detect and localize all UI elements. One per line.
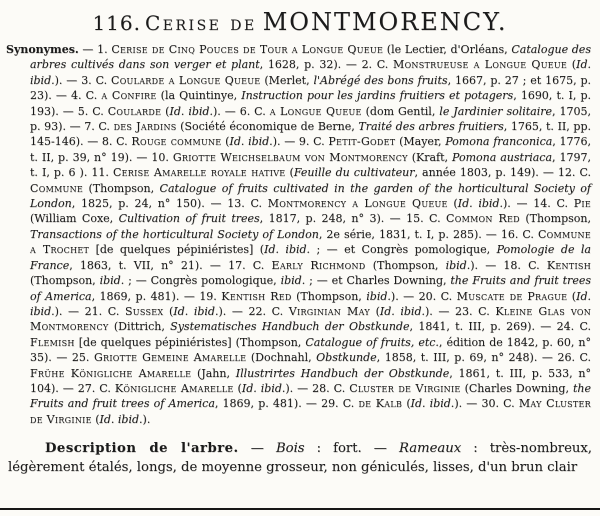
- bottom-rule-divider: [0, 508, 600, 511]
- synonyms-label: Synonymes.: [6, 43, 79, 56]
- entry-number: 116.: [92, 11, 141, 35]
- page-title: [0, 0, 600, 36]
- description-paragraph: [8, 439, 592, 477]
- synonyms-text: — 1. Cerise de Cinq Pouces de Tour a Longue Queue (le Lectier, d'Orléans, Catalogue des arbres cultivés dans son verger et plant, 1628, p. 32). — 2. C. Monstrueuse a Longue Queue (Id. ibid.). — 3. C. Coularde a Longue Queue (Merlet, l'Abrégé des bons fruits, 1667, p. 27 ; et 1675, p. 23). — 4. C. a Confire (la Quintinye, Instruction pour les jardins fruitiers et potagers, 1690, t. I, p. 193). — 5. C. Coularde (Id. ibid.). — 6. C. a Longue Queue (dom Gentil, le Jardinier solitaire, 1705, p. 93). — 7. C. des Jardins (Société économique de Berne, Traité des arbres fruitiers, 1765, t. II, pp. 145-146). — 8. C. Rouge commune (Id. ibid.). — 9. C. Petit-Godet (Mayer, Pomona franconica, 1776, t. II, p. 39, n° 19). — 10. Griotte Weichselbaum von Montmorency (Kraft, Pomona austriaca, 1797, t. I, p. 6 ). 11. Cerise Amarelle royale hative (Feuille du cultivateur, année 1803, p. 149). — 12. C. Commune (Thompson, Catalogue of fruits cultivated in the garden of the horticultural Society of London, 1825, p. 24, n° 150). — 13. C. Montmorency a Longue Queue (Id. ibid.). — 14. C. Pie (William Coxe, Cultivation of fruit trees, 1817, p. 248, n° 3). — 15. C. Common Red (Thompson, Transactions of the horticultural Society of London, 2e série, 1831, t. I, p. 285). — 16. C. Commune a Trochet [de quelques pépiniéristes] (Id. ibid. ; — et Congrès pomologique, Pomologie de la France, 1863, t. VII, n° 21). — 17. C. Early Richmond (Thompson, ibid.). — 18. C. Kentish (Thompson, ibid. ; — Congrès pomologique, ibid. ; — et Charles Downing, the Fruits and fruit trees of America, 1869, p. 481). — 19. Kentish Red (Thompson, ibid.). — 20. C. Muscate de Prague (Id. ibid.). — 21. C. Sussex (Id. ibid.). — 22. C. Virginian May (Id. ibid.). — 23. C. Kleine Glas von Montmorency (Dittrich, Systematisches Handbuch der Obstkunde, 1841, t. III, p. 269). — 24. C. Flemish [de quelques pépiniéristes] (Thompson, Catalogue of fruits, etc., édition de 1842, p. 60, n° 35). — 25. Griotte Gemeine Amarelle (Dochnahl, Obstkunde, 1858, t. III, p. 69, n° 248). — 26. C. Frühe Königliche Amarelle (Jahn, Illustrirtes Handbuch der Obstkunde, 1861, t. III, p. 533, n° 104). — 27. C. Königliche Amarelle (Id. ibid.). — 28. C. Cluster de Virginie (Charles Downing, the Fruits and fruit trees of America, 1869, p. 481). — 29. C. de Kalb (Id. ibid.). — 30. C. May Cluster de Virginie (Id. ibid.).: [30, 43, 592, 426]
- description-text: — Bois : fort. — Rameaux : très-nombreux, légèrement étalés, longs, de moyenne grosseur, non géniculés, lisses, d'un brun clair: [8, 441, 592, 476]
- description-label: Description de l'arbre.: [45, 441, 239, 457]
- synonyms-paragraph: [6, 42, 591, 427]
- title-prefix: Cerise de: [144, 11, 257, 35]
- title-main: MONTMORENCY.: [262, 8, 508, 36]
